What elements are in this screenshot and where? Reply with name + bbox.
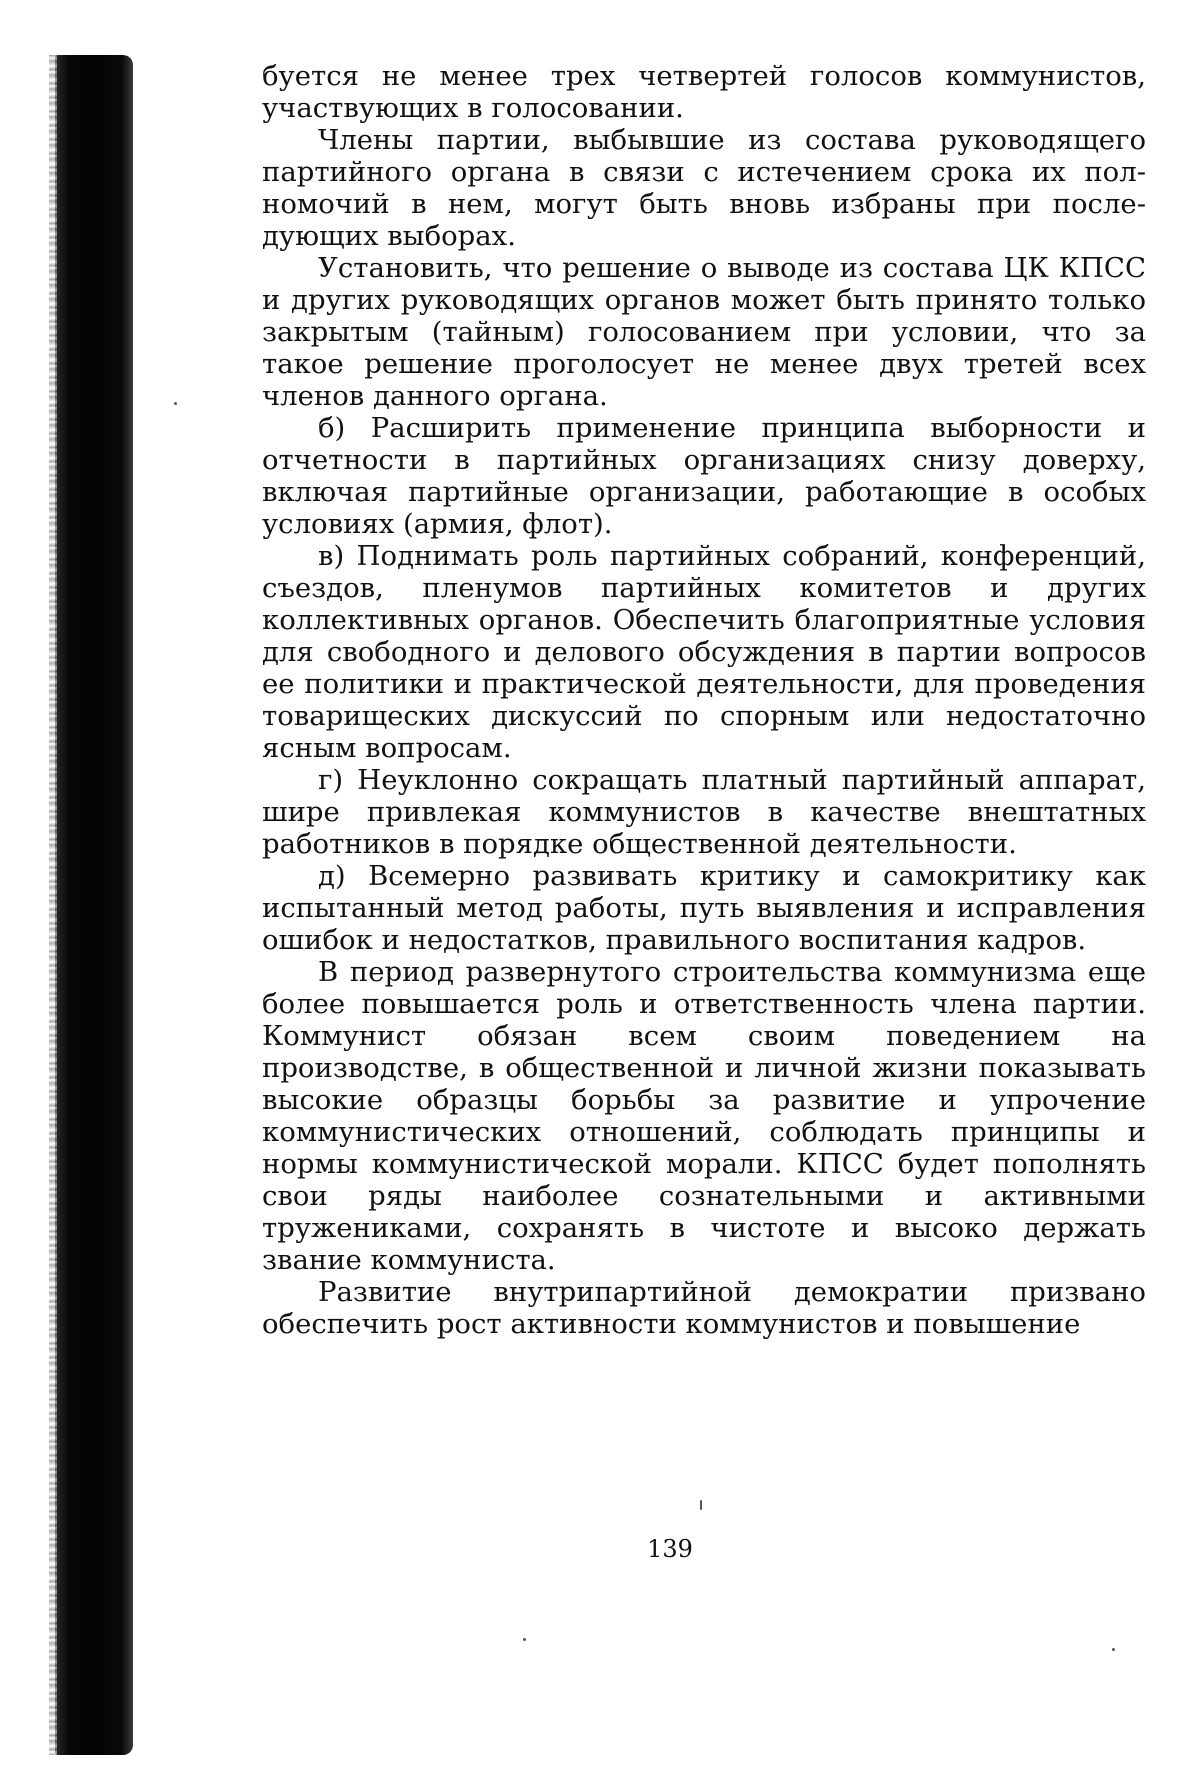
paragraph-8: В период развернутого строительства коммунизма еще более повышается роль и ответственность члена партии. Коммунист обязан всем своим поведением на производстве, в общественной и личной жизни показывать высокие образцы борьбы за развитие и упрочение коммунистических отношений, соблюдать принципы и нормы коммунистической морали. КПСС будет пополнять свои ряды наиболее сознательными и активными тружениками, сохранять в чистоте и высоко держать звание коммуниста.	[262, 956, 1146, 1276]
paragraph-3: Установить, что решение о выводе из состава ЦК КПСС и других руководящих органов может быть принято только закрытым (тайным) голосованием при условии, что за такое решение проголосует не менее двух третей всех членов данного органа.	[262, 252, 1146, 412]
scan-speck	[1112, 1648, 1115, 1651]
paragraph-6: г) Неуклонно сокращать платный партийный аппарат, шире привлекая коммунистов в качестве внештатных работников в порядке общественной деятельности.	[262, 764, 1146, 860]
scan-speck	[174, 402, 177, 405]
page-number: 139	[647, 1535, 693, 1563]
paragraph-1: буется не менее трех четвертей голосов коммунистов, участвующих в голосовании.	[262, 60, 1146, 124]
paragraph-2: Члены партии, выбывшие из состава руководящего партийного органа в связи с истечением срока их полномочий в нем, могут быть вновь избраны при последующих выборах.	[262, 124, 1146, 252]
page-body	[262, 60, 1146, 1340]
paragraph-9: Развитие внутрипартийной демократии призвано обеспечить рост активности коммунистов и повышение	[262, 1276, 1146, 1340]
paragraph-5: в) Поднимать роль партийных собраний, конференций, съездов, пленумов партийных комитетов и других коллективных органов. Обеспечить благоприятные условия для свободного и делового обсуждения в партии вопросов ее политики и практической деятельности, для проведения товарищеских дискуссий по спорным или недостаточно ясным вопросам.	[262, 540, 1146, 764]
paragraph-7: д) Всемерно развивать критику и самокритику как испытанный метод работы, путь выявления и исправления ошибок и недостатков, правильного воспитания кадров.	[262, 860, 1146, 956]
book-spine-shadow	[55, 55, 133, 1755]
paragraph-4: б) Расширить применение принципа выборности и отчетности в партийных организациях снизу доверху, включая партийные организации, работающие в особых условиях (армия, флот).	[262, 412, 1146, 540]
scan-speck	[523, 1638, 526, 1641]
scan-speck	[700, 1500, 702, 1510]
